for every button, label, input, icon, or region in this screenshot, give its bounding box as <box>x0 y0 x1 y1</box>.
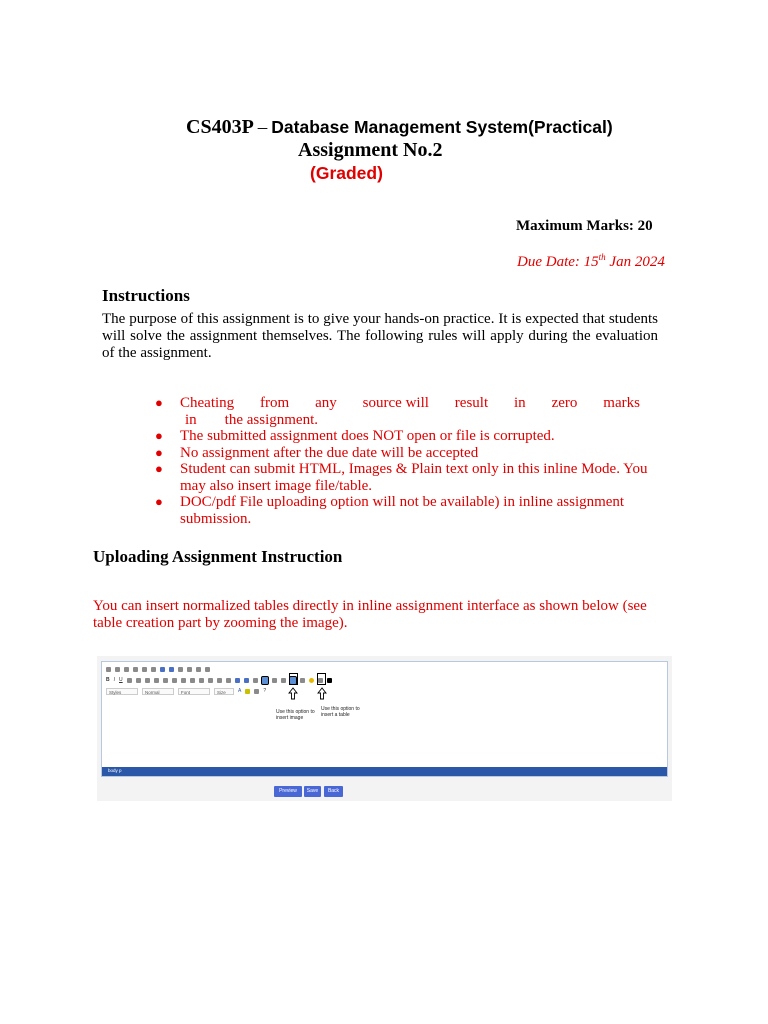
due-date-suffix: Jan 2024 <box>605 254 665 270</box>
spellcheck-icon[interactable] <box>205 667 210 672</box>
rule-1-word: result <box>454 395 489 411</box>
styles-dropdown[interactable]: Styles <box>106 688 138 695</box>
bullet-icon: ● <box>155 444 163 460</box>
element-path: body p <box>108 768 122 773</box>
font-dropdown[interactable]: Font <box>178 688 210 695</box>
cut-icon[interactable] <box>115 667 120 672</box>
arrow-icons <box>287 687 347 705</box>
help-icon[interactable]: ? <box>263 688 267 694</box>
select-all-icon[interactable] <box>196 667 201 672</box>
up-arrow-icon <box>289 688 297 699</box>
text-color-icon[interactable]: A <box>238 688 242 694</box>
rule-1-word: zero <box>551 395 578 411</box>
underline-icon[interactable]: U <box>119 677 123 683</box>
indent-icon[interactable] <box>190 678 195 683</box>
rule-text: Student can submit HTML, Images & Plain text only in this inline Mode. You may also insert image file/table. <box>180 461 648 494</box>
align-center-icon[interactable] <box>217 678 222 683</box>
table-highlight <box>317 673 326 685</box>
rule-item <box>155 461 665 494</box>
strike-icon[interactable] <box>127 678 132 683</box>
ltr-icon[interactable] <box>244 678 249 683</box>
rule-1-word: the assignment. <box>224 411 318 428</box>
rules-list <box>155 395 665 527</box>
bg-color-icon[interactable] <box>245 689 250 694</box>
maximize-icon[interactable] <box>254 689 259 694</box>
rule-item <box>155 428 665 445</box>
flash-icon[interactable] <box>272 678 277 683</box>
course-code: CS403P <box>186 116 254 138</box>
size-dropdown[interactable]: Size <box>214 688 234 695</box>
title-dash: – <box>257 117 268 138</box>
italic-icon[interactable]: I <box>113 677 116 683</box>
rule-item <box>155 494 665 527</box>
image-icon[interactable] <box>262 677 268 684</box>
anchor-icon[interactable] <box>327 678 332 683</box>
source-icon[interactable] <box>106 667 111 672</box>
instructions-heading: Instructions <box>102 286 190 305</box>
bullet-icon: ● <box>155 395 163 410</box>
align-left-icon[interactable] <box>208 678 213 683</box>
back-button[interactable]: Back <box>324 786 343 797</box>
rule-text: No assignment after the due date will be accepted <box>180 444 479 461</box>
rule-item <box>155 395 665 428</box>
bullet-icon: ● <box>155 461 163 476</box>
due-date-prefix: Due Date: 15 <box>517 254 599 270</box>
copy-icon[interactable] <box>124 667 129 672</box>
graded-label: (Graded) <box>310 163 383 183</box>
assignment-number: Assignment No.2 <box>298 139 443 161</box>
save-button[interactable]: Save <box>304 786 321 797</box>
numbered-list-icon[interactable] <box>163 678 168 683</box>
rule-1-word: Cheating <box>180 395 235 411</box>
blockquote-icon[interactable] <box>199 678 204 683</box>
instructions-paragraph: The purpose of this assignment is to give your hands-on practice. It is expected that students will solve the assignment themselves. The following rules will apply during the evaluation of the assignment. <box>102 311 658 361</box>
rule-text: The submitted assignment does NOT open or file is corrupted. <box>180 428 555 444</box>
rule-1-line-1 <box>180 395 640 412</box>
course-name: Database Management System(Practical) <box>271 117 613 137</box>
bold-icon[interactable]: B <box>106 677 110 683</box>
redo-icon[interactable] <box>169 667 174 672</box>
due-date-suffix-sup: th <box>598 252 606 262</box>
upload-note: You can insert normalized tables directly in inline assignment interface as shown below (see table creation part by zooming the image). <box>93 598 647 631</box>
superscript-icon[interactable] <box>145 678 150 683</box>
hint-table: Use this option to insert a table <box>321 706 360 718</box>
course-title <box>186 116 613 139</box>
due-date <box>517 252 665 271</box>
rule-1-word: in <box>514 395 526 411</box>
rule-item <box>155 445 665 462</box>
image-highlight <box>289 673 298 685</box>
hint-image: Use this option to insert image <box>276 709 315 721</box>
rule-1-word: source will <box>362 395 429 411</box>
hr-icon[interactable] <box>300 678 305 683</box>
toolbar-row-1 <box>106 664 210 674</box>
rich-text-editor <box>101 661 668 777</box>
replace-icon[interactable] <box>187 667 192 672</box>
max-marks: Maximum Marks: 20 <box>516 218 653 234</box>
justify-icon[interactable] <box>235 678 240 683</box>
undo-icon[interactable] <box>160 667 165 672</box>
toolbar-row-3 <box>106 686 266 696</box>
remove-format-icon[interactable] <box>154 678 159 683</box>
smiley-icon[interactable] <box>309 678 314 683</box>
format-dropdown[interactable]: Normal <box>142 688 174 695</box>
rule-text: DOC/pdf File uploading option will not be available) in inline assignment submission. <box>180 494 625 527</box>
paste-text-icon[interactable] <box>142 667 147 672</box>
find-icon[interactable] <box>178 667 183 672</box>
bullet-icon: ● <box>155 494 163 509</box>
bulleted-list-icon[interactable] <box>172 678 177 683</box>
bullet-icon: ● <box>155 428 163 443</box>
rule-1-word: from <box>260 395 290 411</box>
align-right-icon[interactable] <box>226 678 231 683</box>
status-bar <box>102 767 667 776</box>
special-char-icon[interactable] <box>281 678 286 683</box>
up-arrow-icon <box>318 688 326 699</box>
paste-word-icon[interactable] <box>151 667 156 672</box>
rule-1-word: any <box>315 395 337 411</box>
link-icon[interactable] <box>253 678 258 683</box>
upload-heading: Uploading Assignment Instruction <box>93 547 343 566</box>
rule-1-line-2 <box>180 412 665 429</box>
paste-icon[interactable] <box>133 667 138 672</box>
rule-1-word: in <box>185 411 197 428</box>
subscript-icon[interactable] <box>136 678 141 683</box>
preview-button[interactable]: Preview <box>274 786 302 797</box>
rule-1-word: marks <box>603 395 640 411</box>
outdent-icon[interactable] <box>181 678 186 683</box>
